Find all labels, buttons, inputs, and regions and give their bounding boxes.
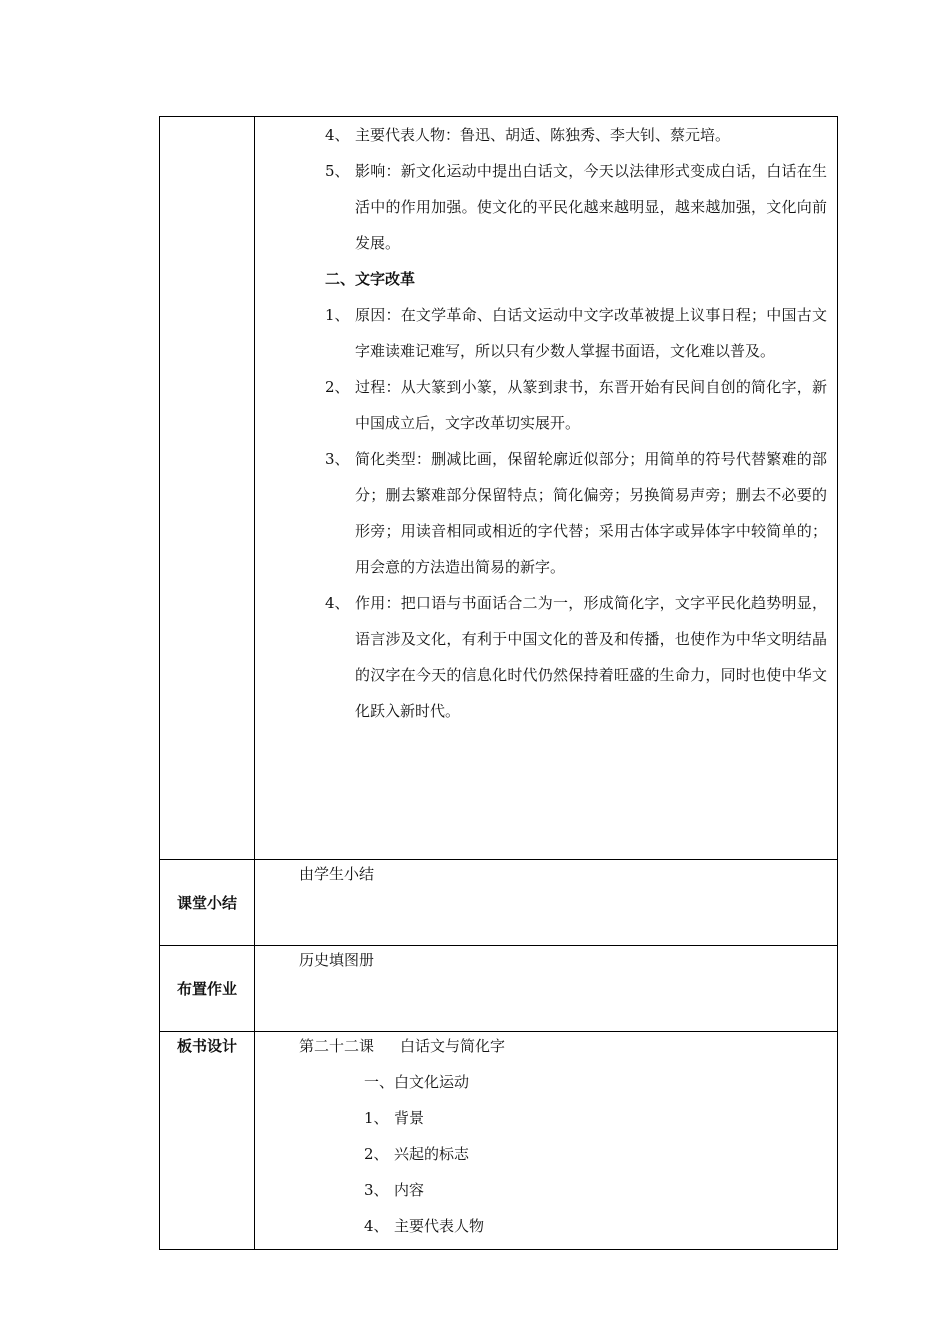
item-number: 1、 bbox=[325, 306, 350, 324]
board-title-line bbox=[255, 1032, 837, 1064]
board-line bbox=[255, 1208, 837, 1244]
board-label-cell bbox=[160, 1032, 255, 1250]
item-text: 主要代表人物：鲁迅、胡适、陈独秀、李大钊、蔡元培。 bbox=[355, 126, 731, 144]
board-lesson: 第二十二课 bbox=[299, 1037, 375, 1055]
content-cell bbox=[255, 117, 838, 860]
board-line bbox=[255, 1064, 837, 1100]
list-item bbox=[255, 369, 837, 441]
board-line-text: 内容 bbox=[394, 1181, 425, 1199]
item-number: 3、 bbox=[325, 450, 350, 468]
board-line-number: 3、 bbox=[364, 1181, 389, 1199]
homework-cell bbox=[255, 946, 838, 1032]
board-label: 板书设计 bbox=[176, 1037, 237, 1055]
content-row bbox=[160, 117, 838, 860]
summary-row bbox=[160, 860, 838, 946]
lesson-plan-table bbox=[159, 116, 838, 1250]
board-line-text: 背景 bbox=[394, 1109, 425, 1127]
list-item bbox=[255, 117, 837, 153]
board-line-number: 一、 bbox=[364, 1073, 395, 1091]
item-number: 2、 bbox=[325, 378, 350, 396]
board-cell bbox=[255, 1032, 838, 1250]
board-line bbox=[255, 1172, 837, 1208]
item-number: 5、 bbox=[325, 162, 350, 180]
item-text: 简化类型：删减比画，保留轮廓近似部分；用简单的符号代替繁难的部分；删去繁难部分保留特点；简化偏旁；另换简易声旁；删去不必要的形旁；用读音相同或相近的字代替；采用古体字或异体字中较简单的；用会意的方法造出简易的新字。 bbox=[355, 450, 827, 576]
list-item bbox=[255, 153, 837, 261]
list-item bbox=[255, 585, 837, 729]
board-line-text: 兴起的标志 bbox=[394, 1145, 470, 1163]
item-number: 4、 bbox=[325, 126, 350, 144]
section-heading: 二、文字改革 bbox=[325, 270, 416, 288]
list-item bbox=[255, 441, 837, 585]
homework-row bbox=[160, 946, 838, 1032]
item-number: 4、 bbox=[325, 594, 350, 612]
homework-text: 历史填图册 bbox=[299, 951, 375, 969]
board-line bbox=[255, 1100, 837, 1136]
summary-cell bbox=[255, 860, 838, 946]
board-line-number: 2、 bbox=[364, 1145, 389, 1163]
item-text: 过程：从大篆到小篆，从篆到隶书，东晋开始有民间自创的简化字，新中国成立后，文字改革切实展开。 bbox=[355, 378, 827, 432]
board-row bbox=[160, 1032, 838, 1250]
list-item bbox=[255, 297, 837, 369]
board-line-text: 白文化运动 bbox=[394, 1073, 470, 1091]
board-title: 白话文与简化字 bbox=[400, 1037, 506, 1055]
board-line bbox=[255, 1136, 837, 1172]
summary-text: 由学生小结 bbox=[299, 865, 375, 883]
content-label-cell bbox=[160, 117, 255, 860]
item-text: 影响：新文化运动中提出白话文，今天以法律形式变成白话，白话在生活中的作用加强。使文化的平民化越来越明显，越来越加强，文化向前发展。 bbox=[355, 162, 827, 252]
board-line-number: 4、 bbox=[364, 1217, 389, 1235]
summary-label: 课堂小结 bbox=[160, 860, 255, 946]
board-line-text: 主要代表人物 bbox=[394, 1217, 485, 1235]
board-line-number: 1、 bbox=[364, 1109, 389, 1127]
homework-label: 布置作业 bbox=[160, 946, 255, 1032]
item-text: 原因：在文学革命、白话文运动中文字改革被提上议事日程；中国古文字难读难记难写，所以只有少数人掌握书面语，文化难以普及。 bbox=[355, 306, 827, 360]
item-text: 作用：把口语与书面话合二为一，形成简化字，文字平民化趋势明显，语言涉及文化，有利于中国文化的普及和传播，也使作为中华文明结晶的汉字在今天的信息化时代仍然保持着旺盛的生命力，同时也使中华文化跃入新时代。 bbox=[355, 594, 827, 720]
